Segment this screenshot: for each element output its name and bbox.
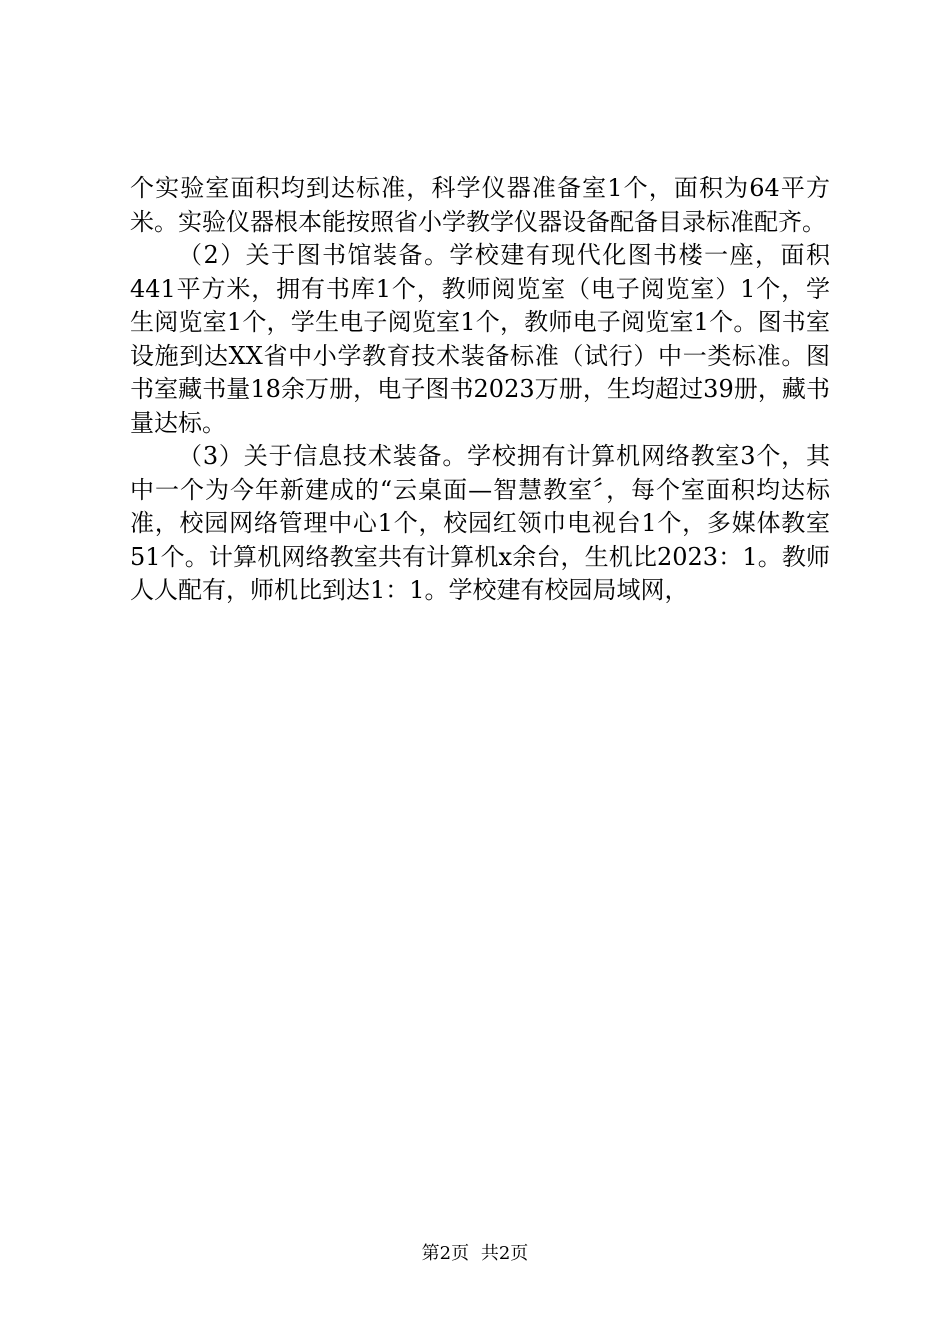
paragraph-lab-equipment: 个实验室面积均到达标准，科学仪器准备室1个，面积为64平方米。实验仪器根本能按照省小学教学仪器设备配备目录标准配齐。 bbox=[130, 174, 830, 236]
page-total: 共2页 bbox=[480, 1243, 529, 1264]
document-body bbox=[130, 172, 830, 608]
paragraph-it-equipment: （3）关于信息技术装备。学校拥有计算机网络教室3个，其中一个为今年新建成的“云桌面—智慧教室〞，每个室面积均达标准，校园网络管理中心1个，校园红领巾电视台1个，多媒体教室51个。计算机网络教室共有计算机x余台，生机比2023：1。教师人人配有，师机比到达1：1。学校建有校园局域网， bbox=[130, 442, 830, 604]
page-number: 第2页 bbox=[421, 1243, 470, 1264]
page-footer bbox=[0, 1242, 950, 1266]
paragraph-library-equipment: （2）关于图书馆装备。学校建有现代化图书楼一座，面积441平方米，拥有书库1个，教师阅览室（电子阅览室）1个，学生阅览室1个，学生电子阅览室1个，教师电子阅览室1个。图书室设施到达XX省中小学教育技术装备标准（试行）中一类标准。图书室藏书量18余万册，电子图书2023万册，生均超过39册，藏书量达标。 bbox=[130, 241, 830, 437]
